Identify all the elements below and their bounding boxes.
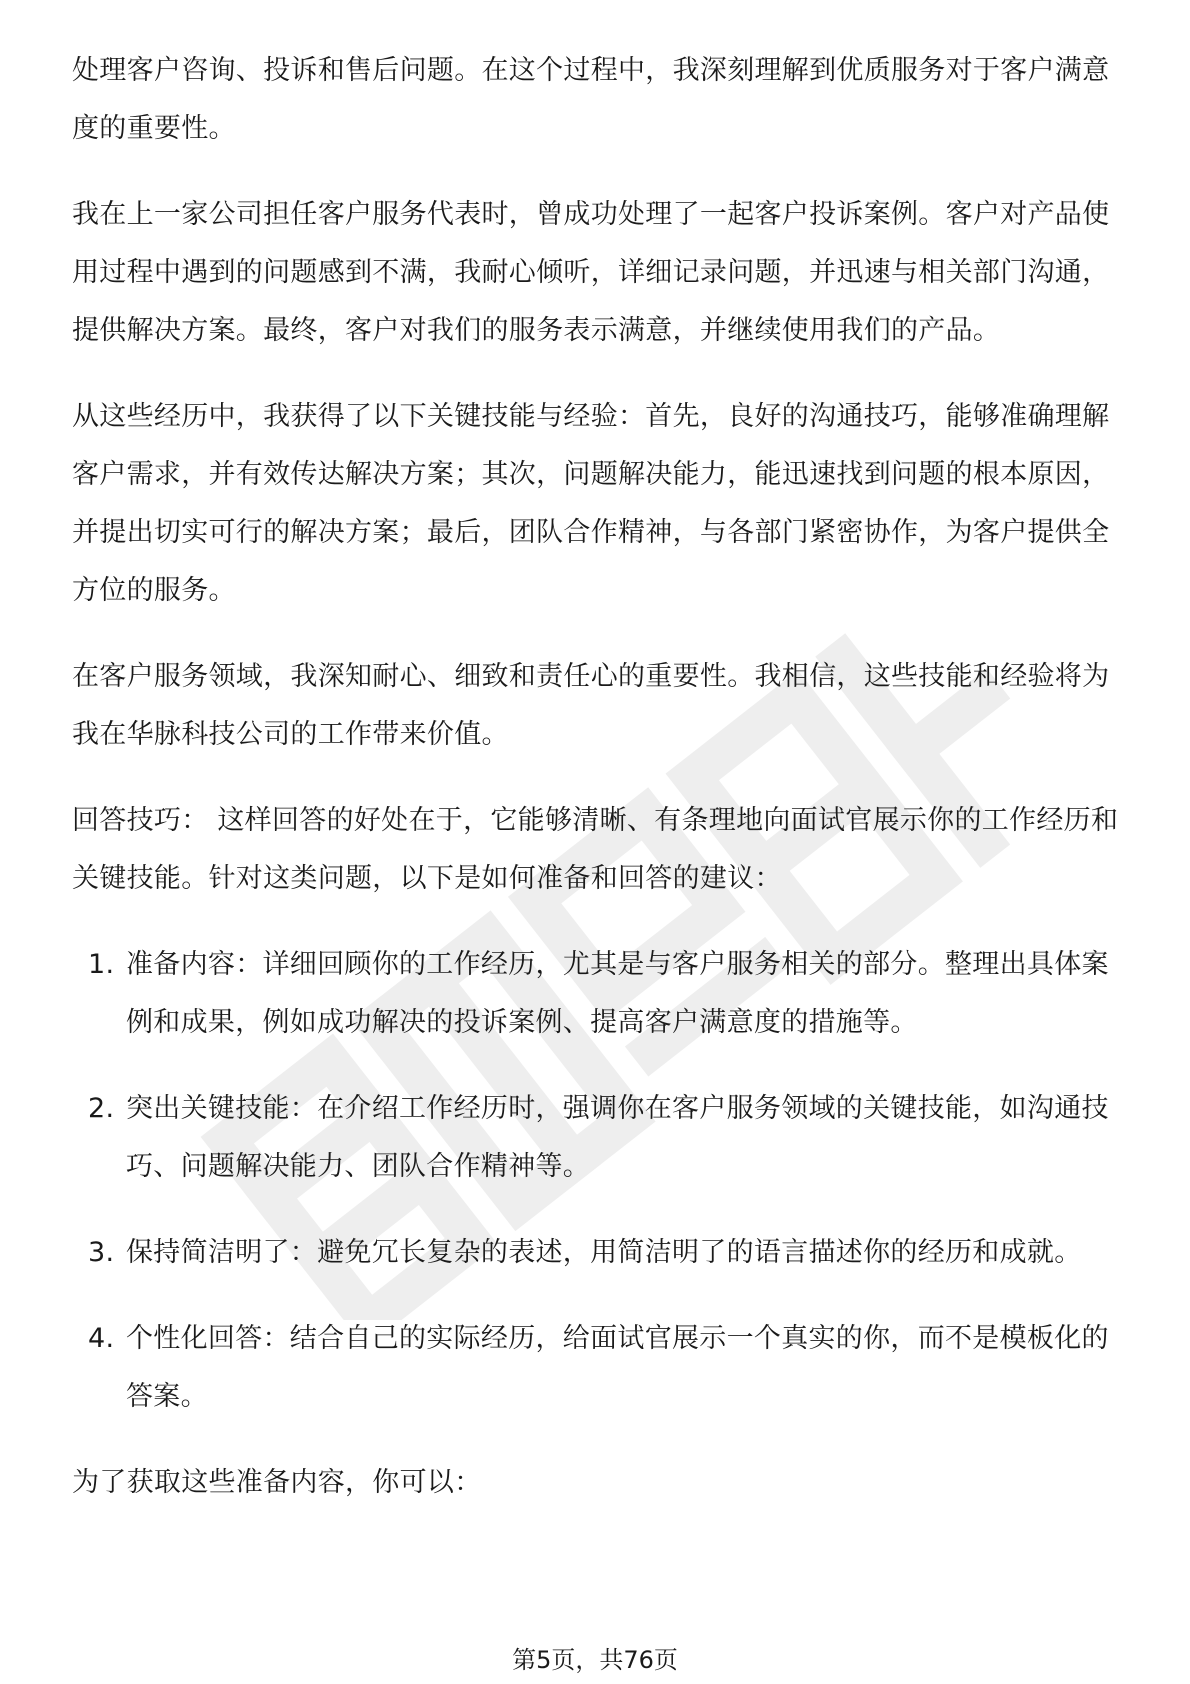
- list-item: [72, 936, 1122, 1052]
- list-number: 2.: [88, 1093, 115, 1124]
- paragraph-2: 我在上一家公司担任客户服务代表时，曾成功处理了一起客户投诉案例。客户对产品使用过程中遇到的问题感到不满，我耐心倾听，详细记录问题，并迅速与相关部门沟通，提供解决方案。最终，客户对我们的服务表示满意，并继续使用我们的产品。: [72, 199, 1110, 346]
- paragraph-5: 回答技巧： 这样回答的好处在于，它能够清晰、有条理地向面试官展示你的工作经历和关键技能。针对这类问题，以下是如何准备和回答的建议：: [72, 805, 1119, 894]
- list-text: 个性化回答：结合自己的实际经历，给面试官展示一个真实的你，而不是模板化的答案。: [126, 1323, 1109, 1412]
- document-body: [72, 42, 1122, 1540]
- paragraph-1: 处理客户咨询、投诉和售后问题。在这个过程中，我深刻理解到优质服务对于客户满意度的重要性。: [72, 55, 1110, 144]
- paragraph-4: 在客户服务领域，我深知耐心、细致和责任心的重要性。我相信，这些技能和经验将为我在华脉科技公司的工作带来价值。: [72, 661, 1110, 750]
- list-text: 准备内容：详细回顾你的工作经历，尤其是与客户服务相关的部分。整理出具体案例和成果，例如成功解决的投诉案例、提高客户满意度的措施等。: [126, 949, 1109, 1038]
- list-text: 突出关键技能：在介绍工作经历时，强调你在客户服务领域的关键技能，如沟通技巧、问题解决能力、团队合作精神等。: [126, 1093, 1109, 1182]
- page-footer: 第5页，共76页: [512, 1646, 678, 1674]
- paragraph-3: 从这些经历中，我获得了以下关键技能与经验：首先，良好的沟通技巧，能够准确理解客户需求，并有效传达解决方案；其次，问题解决能力，能迅速找到问题的根本原因，并提出切实可行的解决方案；最后，团队合作精神，与各部门紧密协作，为客户提供全方位的服务。: [72, 401, 1110, 606]
- list-text: 保持简洁明了：避免冗长复杂的表述，用简洁明了的语言描述你的经历和成就。: [126, 1237, 1082, 1268]
- list-number: 1.: [88, 949, 115, 980]
- list-item: [72, 1224, 1122, 1282]
- list-item: [72, 1080, 1122, 1196]
- list-number: 3.: [88, 1237, 115, 1268]
- list-number: 4.: [88, 1323, 115, 1354]
- list-item: [72, 1310, 1122, 1426]
- suggestion-list: [72, 936, 1122, 1426]
- closing-paragraph: 为了获取这些准备内容，你可以：: [72, 1467, 482, 1498]
